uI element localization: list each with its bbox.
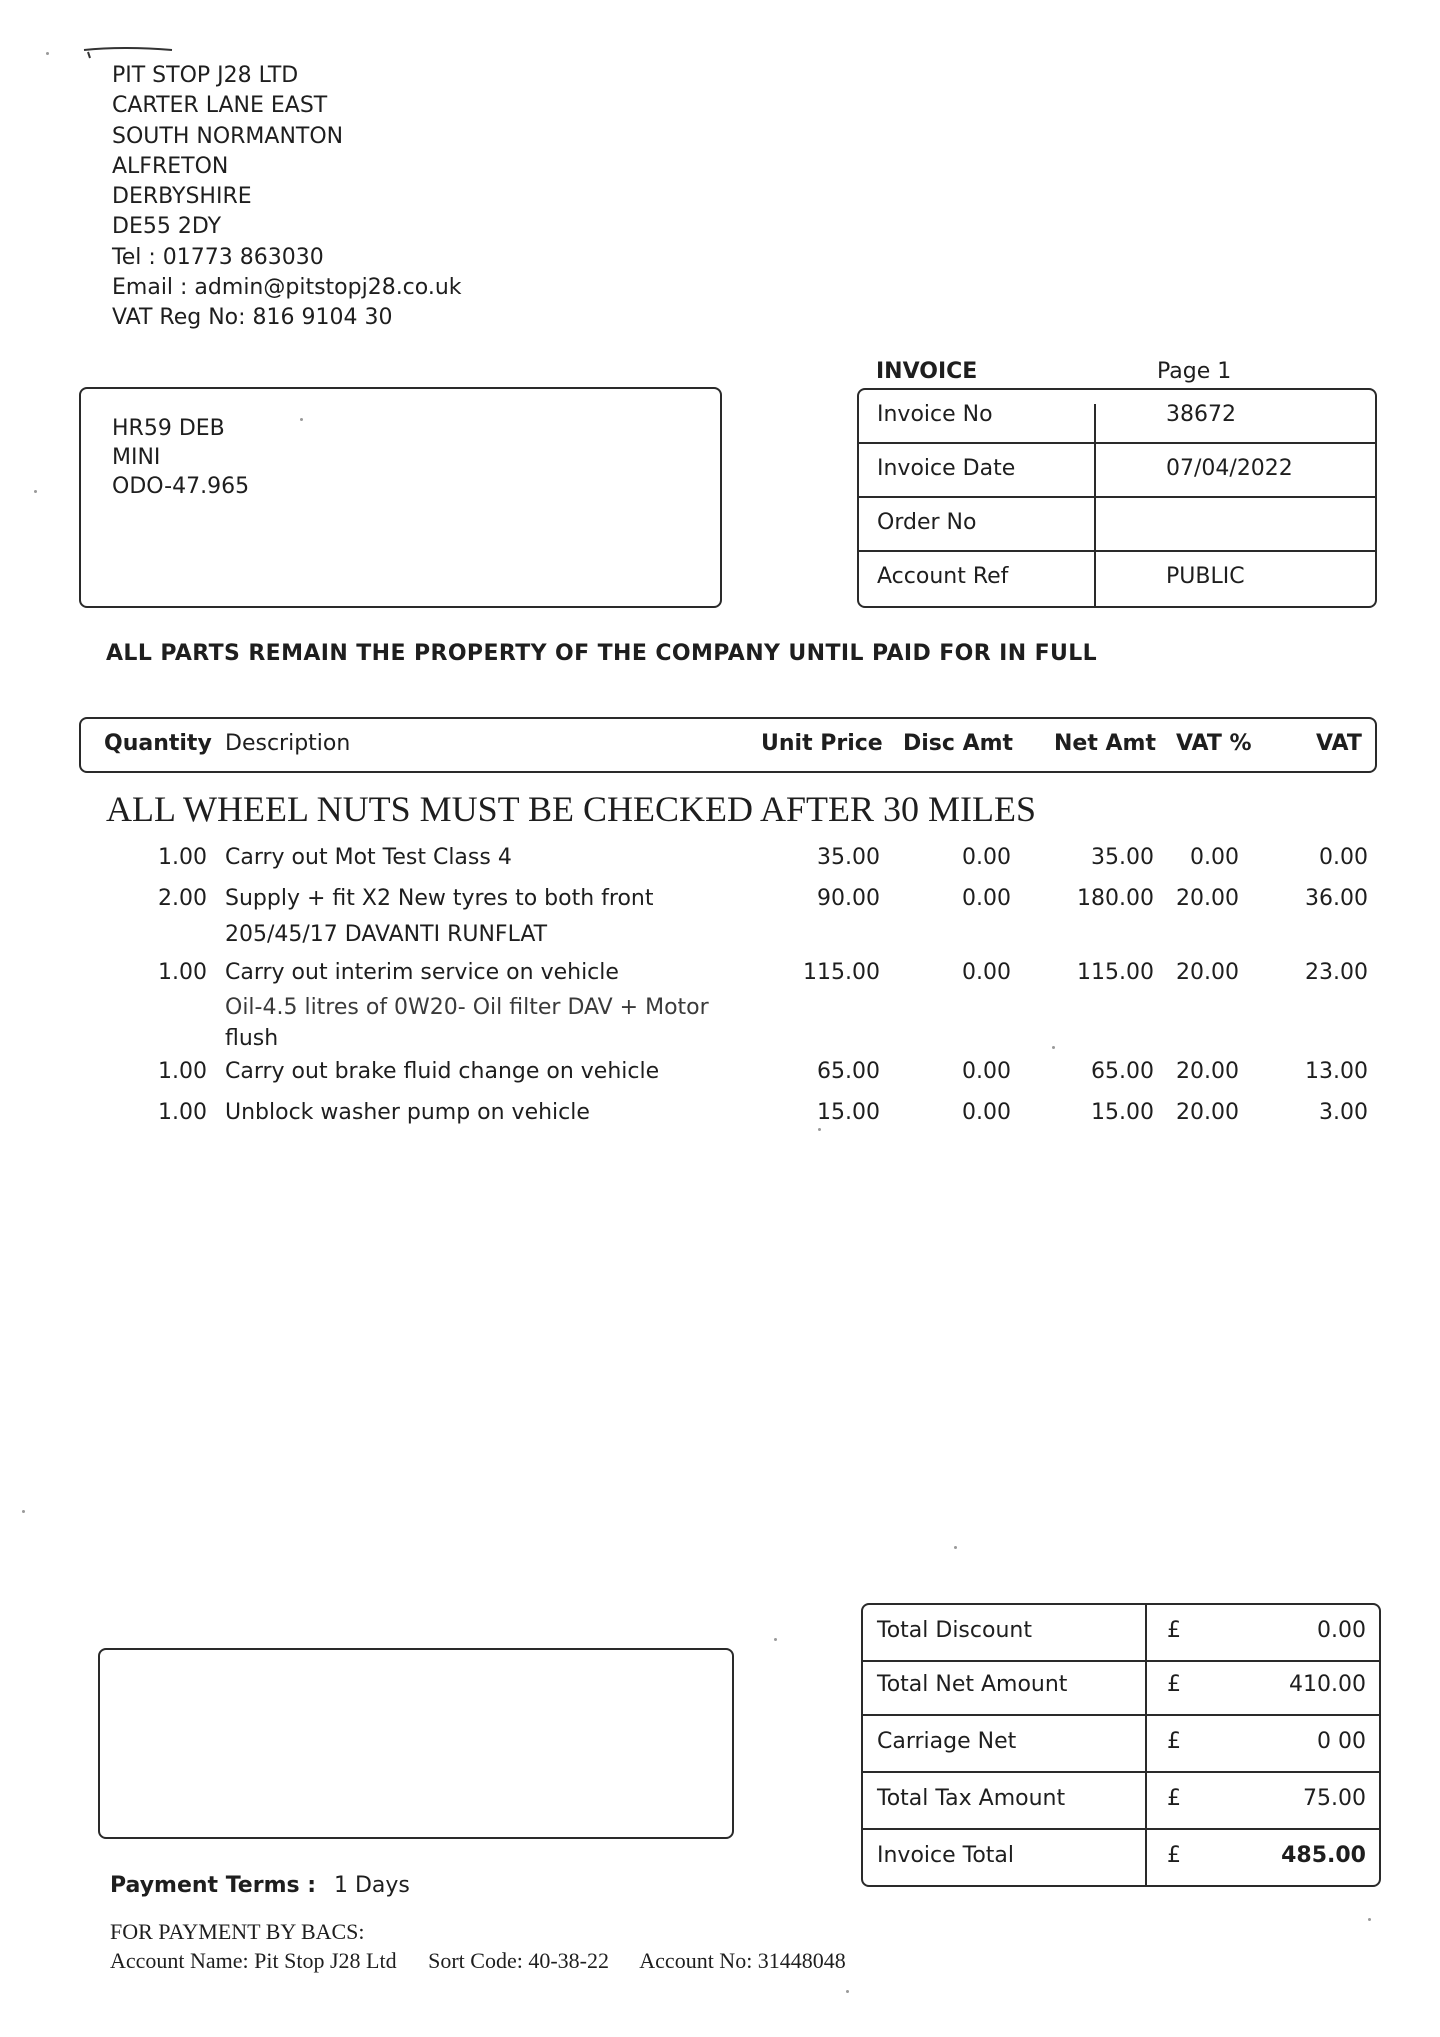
column-divider — [1094, 404, 1096, 608]
wheel-nuts-notice: ALL WHEEL NUTS MUST BE CHECKED AFTER 30 MILES — [106, 789, 1037, 829]
item-quantity: 1.00 — [158, 845, 207, 870]
scan-speck — [46, 52, 49, 55]
carriage-net-value: 0 00 — [1317, 1729, 1366, 1754]
scan-speck — [300, 418, 303, 421]
total-tax-value: 75.00 — [1303, 1786, 1366, 1811]
currency-symbol: £ — [1167, 1786, 1181, 1811]
odometer-reading: ODO-47.965 — [112, 474, 250, 499]
item-quantity: 1.00 — [158, 960, 207, 985]
invoice-no-row — [859, 390, 1375, 444]
company-address-line: DERBYSHIRE — [112, 184, 252, 210]
line-item — [0, 1057, 1440, 1087]
item-unit-price: 115.00 — [803, 960, 880, 985]
item-vat: 23.00 — [1305, 960, 1368, 985]
invoice-no-label: Invoice No — [877, 402, 993, 427]
bacs-details — [110, 1948, 872, 1974]
item-description-detail: Oil-4.5 litres of 0W20- Oil filter DAV + Motor — [225, 995, 709, 1020]
item-description-detail: flush — [225, 1026, 279, 1051]
company-address-line: ALFRETON — [112, 153, 229, 179]
scan-speck — [1052, 1046, 1055, 1049]
account-ref-value: PUBLIC — [1166, 564, 1245, 589]
customer-details — [112, 414, 249, 501]
item-disc-amt: 0.00 — [962, 845, 1011, 870]
invoice-no-value: 38672 — [1166, 402, 1236, 427]
line-item — [0, 843, 1440, 873]
account-ref-label: Account Ref — [877, 564, 1009, 589]
item-vat: 3.00 — [1319, 1100, 1368, 1125]
company-address-line: SOUTH NORMANTON — [112, 123, 344, 149]
invoice-title: INVOICE — [876, 359, 978, 384]
carriage-net-row — [863, 1716, 1379, 1773]
carriage-net-label: Carriage Net — [877, 1729, 1017, 1754]
header-quantity: Quantity — [104, 731, 212, 756]
item-disc-amt: 0.00 — [962, 1100, 1011, 1125]
company-postcode: DE55 2DY — [112, 214, 222, 240]
item-net-amt: 115.00 — [1077, 960, 1154, 985]
item-description: Carry out brake fluid change on vehicle — [225, 1059, 660, 1084]
item-description-detail: 205/45/17 DAVANTI RUNFLAT — [225, 922, 548, 947]
item-vat: 0.00 — [1319, 845, 1368, 870]
total-net-label: Total Net Amount — [877, 1672, 1068, 1697]
invoice-total-label: Invoice Total — [877, 1843, 1015, 1868]
scan-speck — [774, 1638, 777, 1641]
scan-speck — [818, 1128, 821, 1131]
currency-symbol: £ — [1167, 1672, 1181, 1697]
item-vat-pct: 20.00 — [1176, 960, 1239, 985]
bacs-account-no: Account No: 31448048 — [639, 1948, 846, 1973]
currency-symbol: £ — [1167, 1729, 1181, 1754]
total-tax-label: Total Tax Amount — [877, 1786, 1066, 1811]
currency-symbol: £ — [1167, 1618, 1181, 1643]
invoice-info-table — [857, 388, 1377, 608]
totals-table — [861, 1603, 1381, 1887]
item-net-amt: 35.00 — [1091, 845, 1154, 870]
company-vat-reg: VAT Reg No: 816 9104 30 — [112, 305, 393, 331]
property-notice: ALL PARTS REMAIN THE PROPERTY OF THE COMPANY UNTIL PAID FOR IN FULL — [106, 641, 1098, 666]
invoice-date-row — [859, 444, 1375, 498]
vehicle-make: MINI — [112, 445, 161, 470]
bacs-title: FOR PAYMENT BY BACS: — [110, 1919, 365, 1944]
order-no-label: Order No — [877, 510, 977, 535]
header-vat-pct: VAT % — [1176, 731, 1252, 756]
item-unit-price: 90.00 — [817, 886, 880, 911]
item-net-amt: 180.00 — [1077, 886, 1154, 911]
item-vat-pct: 20.00 — [1176, 886, 1239, 911]
company-address — [112, 61, 462, 334]
item-net-amt: 65.00 — [1091, 1059, 1154, 1084]
line-item — [0, 1098, 1440, 1128]
scan-speck — [954, 1546, 957, 1549]
payment-terms-value: 1 Days — [334, 1873, 410, 1898]
scan-speck — [1368, 1918, 1371, 1921]
line-item — [0, 884, 1440, 914]
vehicle-registration: HR59 DEB — [112, 416, 225, 441]
item-unit-price: 35.00 — [817, 845, 880, 870]
item-disc-amt: 0.00 — [962, 960, 1011, 985]
item-net-amt: 15.00 — [1091, 1100, 1154, 1125]
item-disc-amt: 0.00 — [962, 886, 1011, 911]
currency-symbol: £ — [1167, 1843, 1181, 1868]
item-vat-pct: 0.00 — [1190, 845, 1239, 870]
total-discount-label: Total Discount — [877, 1618, 1032, 1643]
invoice-total-row — [863, 1830, 1379, 1887]
total-net-value: 410.00 — [1289, 1672, 1366, 1697]
company-address-line: CARTER LANE EAST — [112, 93, 328, 119]
payment-terms-label: Payment Terms : — [110, 1873, 317, 1898]
bacs-account-name: Account Name: Pit Stop J28 Ltd — [110, 1948, 397, 1973]
item-vat: 36.00 — [1305, 886, 1368, 911]
column-divider — [1145, 1605, 1147, 1885]
total-net-row — [863, 1659, 1379, 1716]
item-description: Unblock washer pump on vehicle — [225, 1100, 590, 1125]
notes-box — [98, 1648, 734, 1839]
item-vat: 13.00 — [1305, 1059, 1368, 1084]
company-tel: Tel : 01773 863030 — [112, 244, 324, 270]
invoice-date-label: Invoice Date — [877, 456, 1016, 481]
page-number: Page 1 — [1157, 359, 1232, 384]
header-vat: VAT — [1316, 731, 1362, 756]
header-unit-price: Unit Price — [761, 731, 883, 756]
company-name: PIT STOP J28 LTD — [112, 63, 299, 88]
scan-speck — [846, 1990, 849, 1993]
item-unit-price: 15.00 — [817, 1100, 880, 1125]
bacs-sort-code: Sort Code: 40-38-22 — [428, 1948, 609, 1973]
item-description: Supply + fit X2 New tyres to both front — [225, 886, 654, 911]
item-disc-amt: 0.00 — [962, 1059, 1011, 1084]
item-quantity: 1.00 — [158, 1100, 207, 1125]
item-quantity: 2.00 — [158, 886, 207, 911]
item-description: Carry out Mot Test Class 4 — [225, 845, 512, 870]
item-quantity: 1.00 — [158, 1059, 207, 1084]
company-email: Email : admin@pitstopj28.co.uk — [112, 275, 462, 301]
line-item — [0, 958, 1440, 988]
total-discount-row — [863, 1605, 1379, 1662]
invoice-date-value: 07/04/2022 — [1166, 456, 1293, 481]
order-no-row — [859, 498, 1375, 552]
item-vat-pct: 20.00 — [1176, 1100, 1239, 1125]
item-description: Carry out interim service on vehicle — [225, 960, 619, 985]
total-tax-row — [863, 1773, 1379, 1830]
total-discount-value: 0.00 — [1317, 1618, 1366, 1643]
invoice-total-value: 485.00 — [1281, 1843, 1366, 1868]
header-disc-amt: Disc Amt — [903, 731, 1014, 756]
account-ref-row — [859, 552, 1375, 606]
item-vat-pct: 20.00 — [1176, 1059, 1239, 1084]
header-net-amt: Net Amt — [1054, 731, 1156, 756]
item-unit-price: 65.00 — [817, 1059, 880, 1084]
scan-speck — [34, 490, 37, 493]
header-description: Description — [225, 731, 351, 756]
scan-speck — [22, 1510, 25, 1513]
